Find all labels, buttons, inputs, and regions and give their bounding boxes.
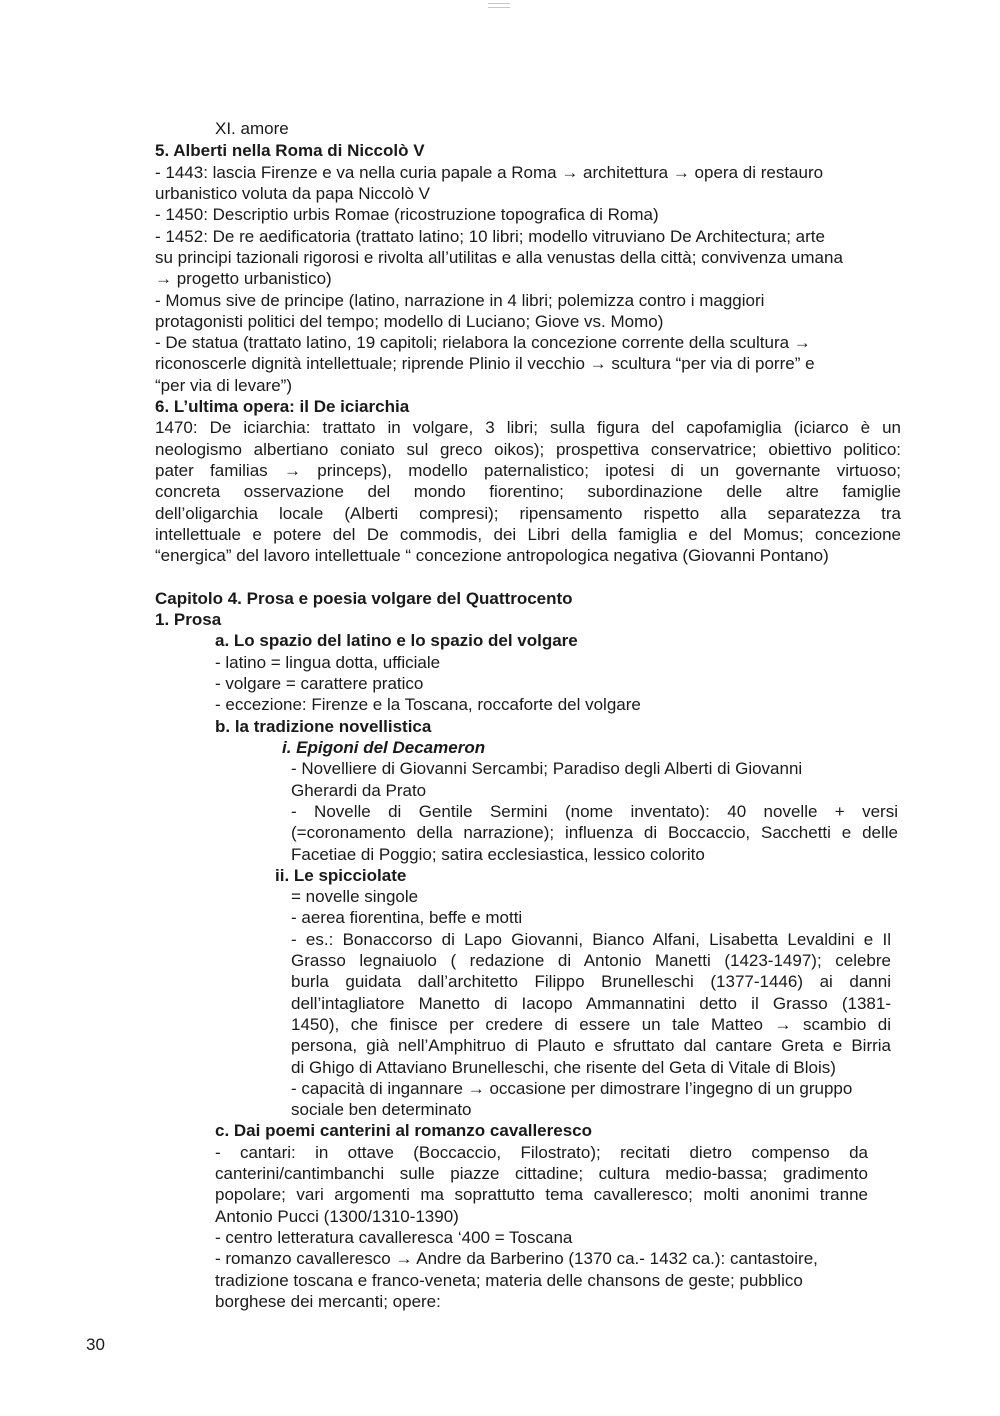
subsubsection-heading: ii. Le spicciolate [275,866,407,885]
text-line: Grasso legnaiuolo ( redazione di Antonio Manetti (1423-1497); celebre [291,951,891,970]
text-line: Gherardi da Prato [291,781,427,800]
text-line: protagonisti politici del tempo; modello di Luciano; Giove vs. Momo) [155,312,664,331]
text-line: - romanzo cavalleresco → Andre da Barberino (1370 ca.- 1432 ca.): cantastoire, [215,1249,818,1268]
text-line: - De statua (trattato latino, 19 capitoli; rielabora la concezione corrente della scultura → [155,333,811,352]
text-line: Facetiae di Poggio; satira ecclesiastica, lessico colorito [291,845,705,864]
text-line: - cantari: in ottave (Boccaccio, Filostrato); recitati dietro compenso da [215,1143,868,1162]
text-line: Antonio Pucci (1300/1310-1390) [215,1207,459,1226]
text-line: neologismo albertiano coniato sul greco oikos); prospettiva conservatrice; obiettivo politico: [155,440,901,459]
text-line: - latino = lingua dotta, ufficiale [215,653,441,672]
text-line: borghese dei mercanti; opere: [215,1292,441,1311]
text-line: (=coronamento della narrazione); influenza di Boccaccio, Sacchetti e delle [291,823,898,842]
text-line: 1470: De iciarchia: trattato in volgare, 3 libri; sulla figura del capofamiglia (iciarco è un [155,418,901,437]
text-line: riconoscerle dignità intellettuale; riprende Plinio il vecchio → scultura “per via di porre” e [155,354,815,373]
subsubsection-heading [282,737,485,758]
text-line: tradizione toscana e franco-veneta; materia delle chansons de geste; pubblico [215,1271,803,1290]
chapter-heading: Capitolo 4. Prosa e poesia volgare del Quattrocento [155,589,573,608]
text-line: dell’intagliatore Manetto di Iacopo Ammannatini detto il Grasso (1381- [291,994,891,1013]
section-heading: 1. Prosa [155,610,222,629]
text-line: - capacità di ingannare → occasione per dimostrare l’ingegno di un gruppo [291,1079,853,1098]
text-line: “per via di levare”) [155,376,292,395]
text-line: popolare; vari argomenti ma soprattutto tema cavalleresco; molti anonimi tranne [215,1185,868,1204]
text-line: 1450), che finisce per credere di essere un tale Matteo → scambio di [291,1015,891,1034]
text-line: - Novelle di Gentile Sermini (nome inventato): 40 novelle + versi [291,802,898,821]
text-line: - 1450: Descriptio urbis Romae (ricostruzione topografica di Roma) [155,205,659,224]
subsection-heading: b. la tradizione novellistica [215,717,432,736]
subsection-heading: c. Dai poemi canterini al romanzo cavalleresco [215,1121,592,1140]
header-mark [488,3,510,8]
text-line: canterini/cantimbanchi sulle piazze cittadine; cultura medio-bassa; gradimento [215,1164,868,1183]
page-number: 30 [86,1335,105,1354]
text-line: XI. amore [215,119,289,138]
text-line: dell’oligarchia locale (Alberti compresi); ripensamento rispetto alla separatezza tra [155,504,901,523]
heading-text: i. Epigoni del [282,738,393,757]
text-line: pater familias → princeps), modello paternalistico; ipotesi di un governante virtuoso; [155,461,901,480]
text-line: - Momus sive de principe (latino, narrazione in 4 libri; polemizza contro i maggiori [155,291,765,310]
text-line: su principi tazionali rigorosi e rivolta all’utilitas e alla venustas della città; convivenza umana [155,248,843,267]
text-line: - aerea fiorentina, beffe e motti [291,908,523,927]
text-line: - 1452: De re aedificatoria (trattato latino; 10 libri; modello vitruviano De Architectura; arte [155,227,825,246]
text-line: burla guidata dall’architetto Filippo Brunelleschi (1377-1446) ai danni [291,972,891,991]
text-line: - centro letteratura cavalleresca ‘400 = Toscana [215,1228,573,1247]
subsection-heading: a. Lo spazio del latino e lo spazio del volgare [215,631,578,650]
section-heading: 6. L’ultima opera: il De iciarchia [155,397,410,416]
text-line: - eccezione: Firenze e la Toscana, roccaforte del volgare [215,695,641,714]
text-line: urbanistico voluta da papa Niccolò V [155,184,430,203]
text-line: → progetto urbanistico) [155,269,332,288]
decameron-title: Decameron [392,738,486,757]
text-line: sociale ben determinato [291,1100,472,1119]
text-line: - es.: Bonaccorso di Lapo Giovanni, Bianco Alfani, Lisabetta Levaldini e Il [291,930,891,949]
text-line: intellettuale e potere del De commodis, dei Libri della famiglia e del Momus; concezione [155,525,901,544]
text-line: di Ghigo di Attaviano Brunelleschi, che risente del Geta di Vitale di Blois) [291,1058,836,1077]
text-line: = novelle singole [291,887,419,906]
section-heading: 5. Alberti nella Roma di Niccolò V [155,141,425,160]
text-line: - Novelliere di Giovanni Sercambi; Paradiso degli Alberti di Giovanni [291,759,803,778]
text-line: persona, già nell’Amphitruo di Plauto e sfruttato dal cantare Greta e Birria [291,1036,891,1055]
text-line: - volgare = carattere pratico [215,674,424,693]
text-line: - 1443: lascia Firenze e va nella curia papale a Roma → architettura → opera di restauro [155,163,824,182]
text-line: “energica” del lavoro intellettuale “ concezione antropologica negativa (Giovanni Pontano) [155,546,829,565]
text-line: concreta osservazione del mondo fiorentino; subordinazione delle altre famiglie [155,482,901,501]
